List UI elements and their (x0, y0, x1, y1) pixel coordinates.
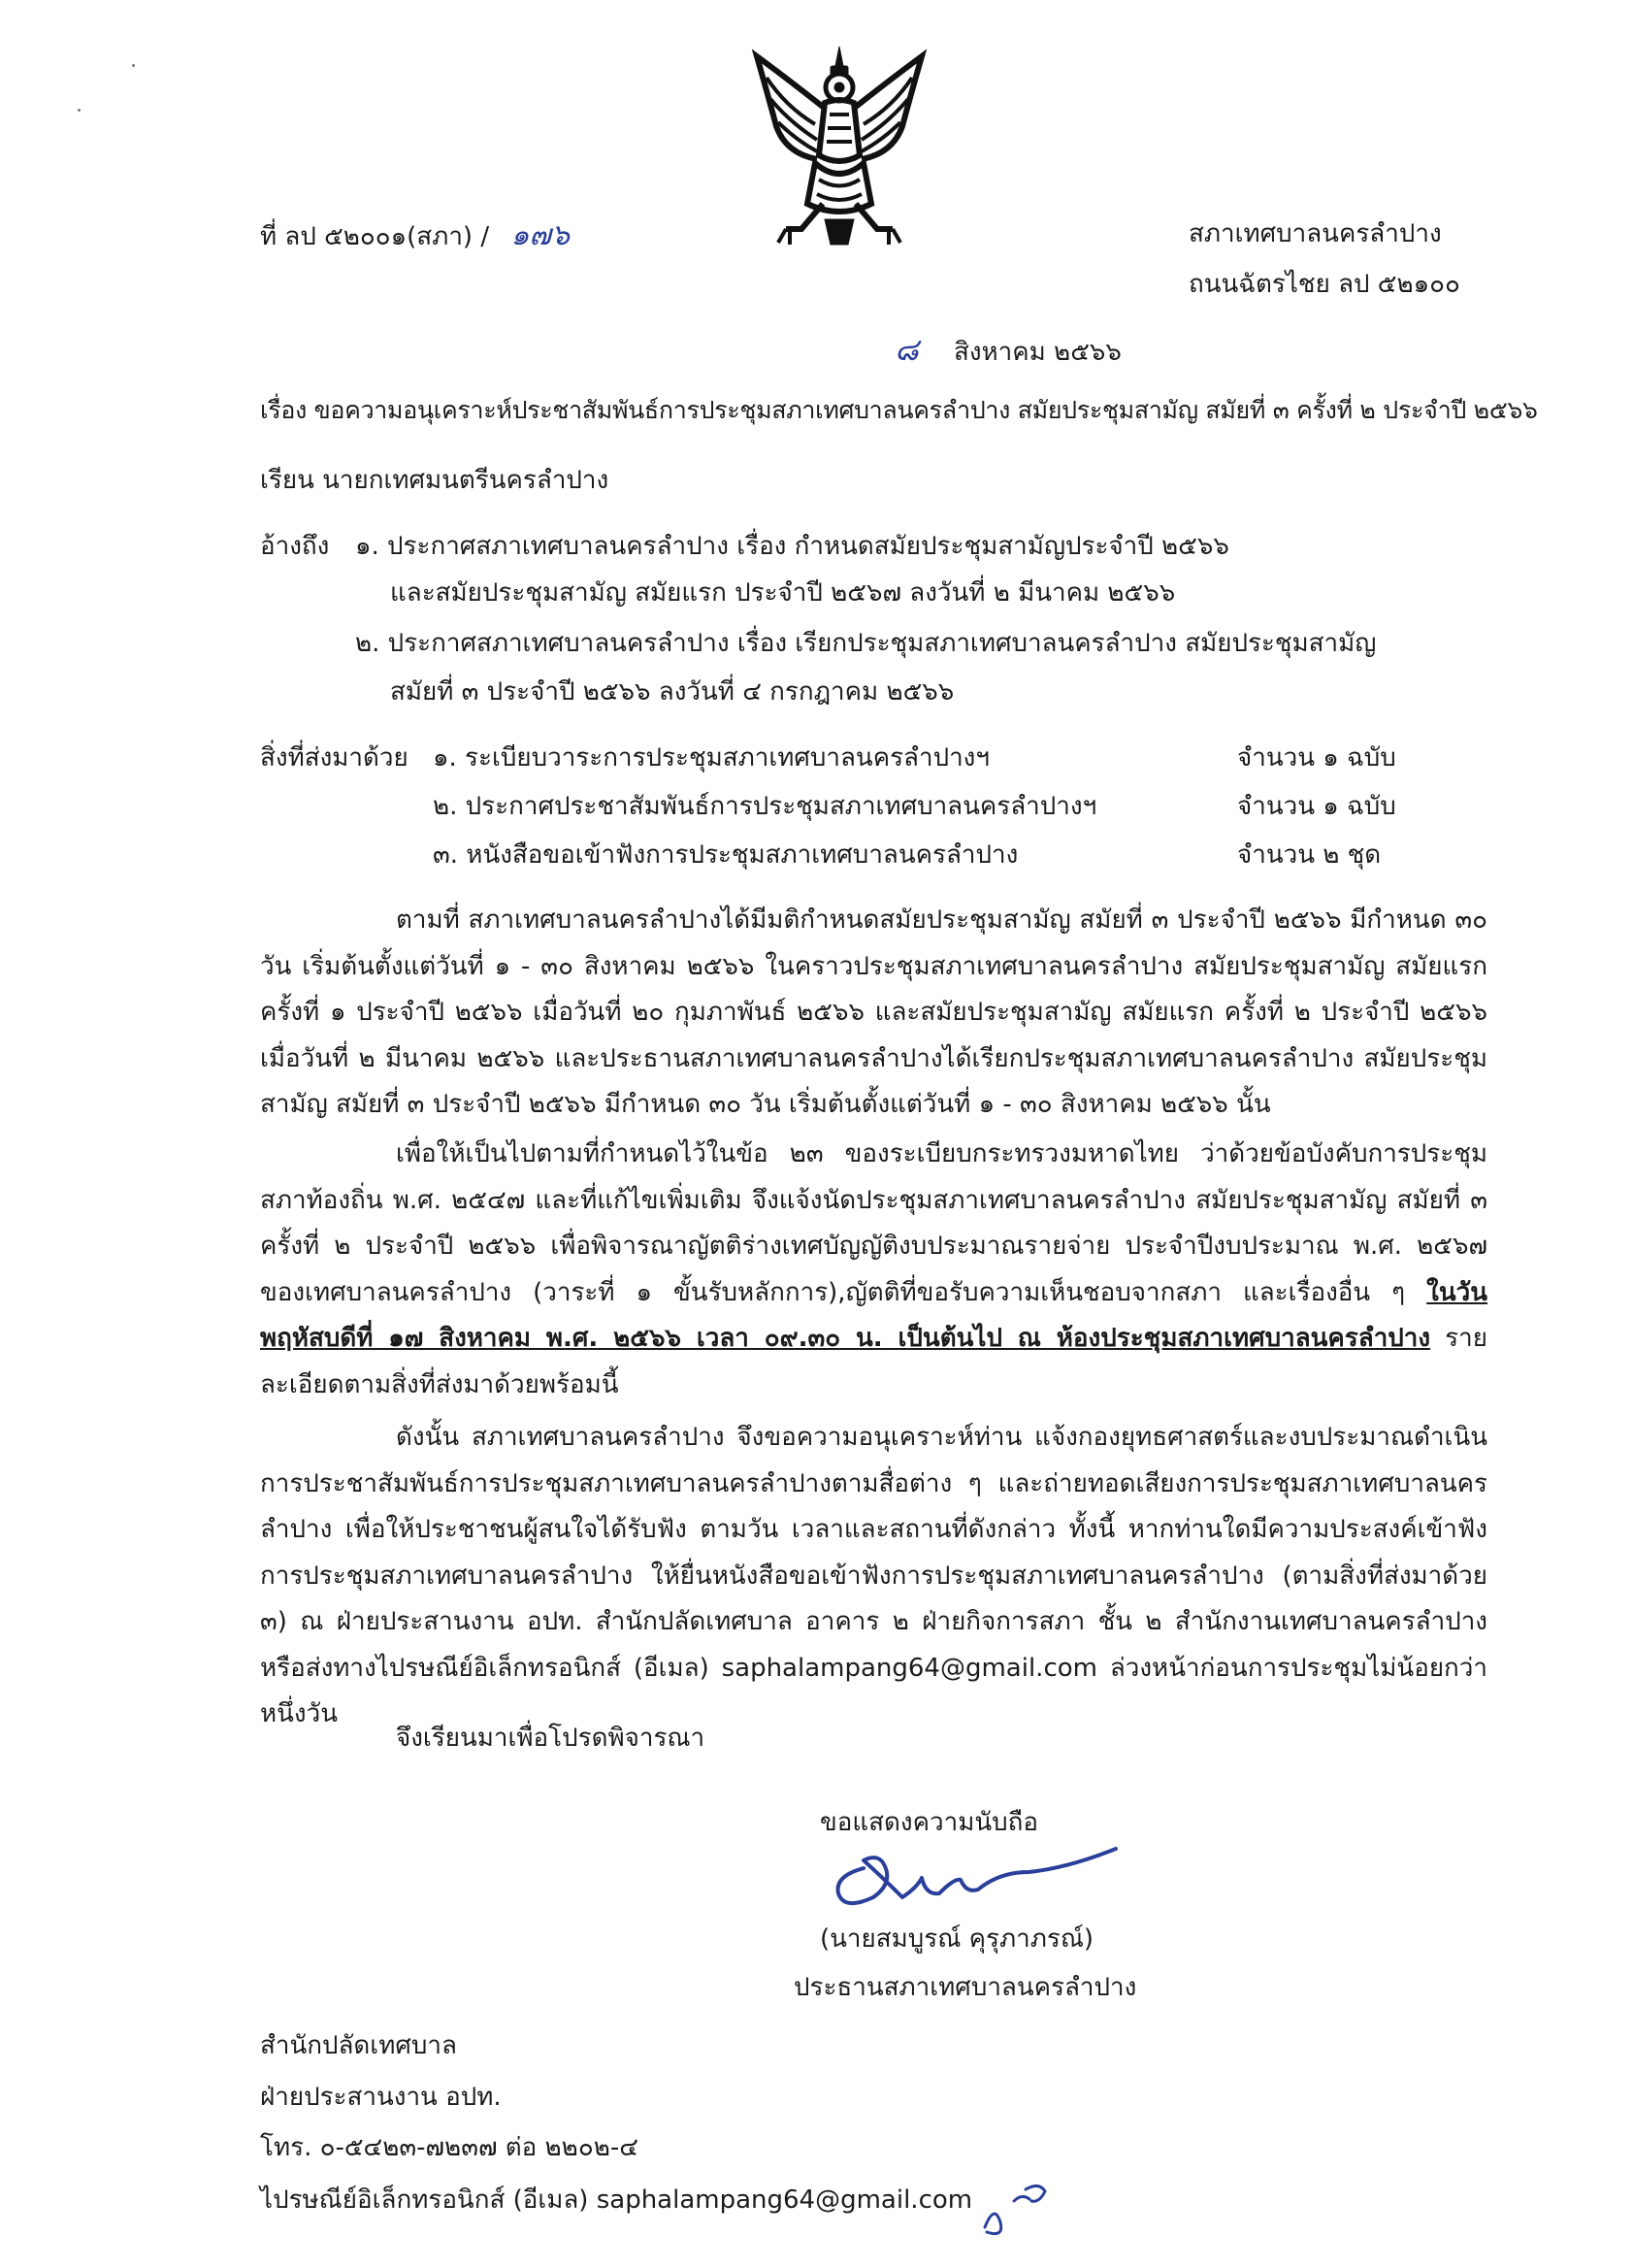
document-date (895, 331, 1122, 368)
body-paragraph-1-text: ตามที่ สภาเทศบาลนครลำปางได้มีมติกำหนดสมัยประชุมสามัญ สมัยที่ ๓ ประจำปี ๒๕๖๖ มีกำหนด ๓๐ วัน เริ่มต้นตั้งแต่วันที่ ๑ - ๓๐ สิงหาคม ๒๕๖๖ ในคราวประชุมสภาเทศบาลนครลำปาง สมัยประชุมสามัญ สมัยแรก ครั้งที่ ๑ ประจำปี ๒๕๖๖ เมื่อวันที่ ๒๐ กุมภาพันธ์ ๒๕๖๖ และสมัยประชุมสามัญ สมัยแรก ครั้งที่ ๒ ประจำปี ๒๕๖๖ เมื่อวันที่ ๒ มีนาคม ๒๕๖๖ และประธานสภาเทศบาลนครลำปางได้เรียกประชุมสภาเทศบาลนครลำปาง สมัยประชุมสามัญ สมัยที่ ๓ ประจำปี ๒๕๖๖ มีกำหนด ๓๐ วัน เริ่มต้นตั้งแต่วันที่ ๑ - ๓๐ สิงหาคม ๒๕๖๖ นั้น (260, 905, 1487, 1119)
signatory-name: (นายสมบูรณ์ คุรุภาภรณ์) (820, 1924, 1094, 1954)
enclosure-item: ๓. หนังสือขอเข้าฟังการประชุมสภาเทศบาลนครลำปาง (433, 840, 1019, 870)
enclosure-quantity: จำนวน ๑ ฉบับ (1237, 743, 1396, 772)
garuda-emblem-icon (747, 39, 931, 252)
reference-item: ๑. ประกาศสภาเทศบาลนครลำปาง เรื่อง กำหนดสมัยประชุมสามัญประจำปี ๒๕๖๖ (355, 532, 1229, 561)
footer-phone: โทร. ๐-๕๔๒๓-๗๒๓๗ ต่อ ๒๒๐๒-๔ (260, 2133, 638, 2162)
document-number-handwritten: ๑๗๖ (510, 218, 571, 252)
body-paragraph-2-text: เพื่อให้เป็นไปตามที่กำหนดไว้ในข้อ ๒๓ ของระเบียบกระทรวงมหาดไทย ว่าด้วยข้อบังคับการประชุมสภาท้องถิ่น พ.ศ. ๒๕๔๗ และที่แก้ไขเพิ่มเติม จึงแจ้งนัดประชุมสภาเทศบาลนครลำปาง สมัยประชุมสามัญ สมัยที่ ๓ ครั้งที่ ๒ ประจำปี ๒๕๖๖ เพื่อพิจารณาญัตติร่างเทศบัญญัติงบประมาณรายจ่าย ประจำปีงบประมาณ พ.ศ. ๒๕๖๗ ของเทศบาลนครลำปาง (วาระที่ ๑ ขั้นรับหลักการ),ญัตติที่ขอรับความเห็นชอบจากสภา และเรื่องอื่น ๆ (260, 1139, 1487, 1307)
signature-regards: ขอแสดงความนับถือ (820, 1808, 1038, 1837)
enclosure-item: ๑. ระเบียบวาระการประชุมสภาเทศบาลนครลำปางฯ (433, 743, 990, 772)
enclosures-label: สิ่งที่ส่งมาด้วย (260, 743, 408, 772)
scan-speck (78, 109, 81, 112)
date-month-year: สิงหาคม ๒๕๖๖ (953, 338, 1122, 367)
initials-scribble-icon (975, 2174, 1053, 2242)
document-number-label: ที่ ลป ๕๒๐๐๑(สภา) / (260, 222, 490, 251)
references-label: อ้างถึง (260, 532, 330, 561)
enclosure-quantity: จำนวน ๒ ชุด (1237, 840, 1382, 870)
body-paragraph-3-text: ดังนั้น สภาเทศบาลนครลำปาง จึงขอความอนุเคราะห์ท่าน แจ้งกองยุทธศาสตร์และงบประมาณดำเนินการประชาสัมพันธ์การประชุมสภาเทศบาลนครลำปางตามสื่อต่าง ๆ และถ่ายทอดเสียงการประชุมสภาเทศบาลนครลำปาง เพื่อให้ประชาชนผู้สนใจได้รับฟัง ตามวัน เวลาและสถานที่ดังกล่าว ทั้งนี้ หากท่านใดมีความประสงค์เข้าฟังการประชุมสภาเทศบาลนครลำปาง ให้ยื่นหนังสือขอเข้าฟังการประชุมสภาเทศบาลนครลำปาง (ตามสิ่งที่ส่งมาด้วย ๓) ณ ฝ่ายประสานงาน อปท. สำนักปลัดเทศบาล อาคาร ๒ ฝ่ายกิจการสภา ชั้น ๒ สำนักงานเทศบาลนครลำปาง หรือส่งทางไปรษณีย์อิเล็กทรอนิกส์ (อีเมล) saphalampang64@gmail.com ล่วงหน้าก่อนการประชุมไม่น้อยกว่าหนึ่งวัน (260, 1423, 1487, 1728)
sender-address: ถนนฉัตรไชย ลป ๕๒๑๐๐ (1189, 270, 1460, 299)
reference-item: ๒. ประกาศสภาเทศบาลนครลำปาง เรื่อง เรียกประชุมสภาเทศบาลนครลำปาง สมัยประชุมสามัญ (355, 629, 1377, 658)
reference-item: และสมัยประชุมสามัญ สมัยแรก ประจำปี ๒๕๖๗ ลงวันที่ ๒ มีนาคม ๒๕๖๖ (390, 578, 1176, 608)
signature-scribble-icon (825, 1839, 1145, 1922)
body-paragraph-3 (260, 1415, 1487, 1738)
closing-line: จึงเรียนมาเพื่อโปรดพิจารณา (396, 1724, 705, 1753)
date-day-handwritten: ๘ (895, 331, 919, 368)
scan-speck (132, 64, 135, 67)
reference-item: สมัยที่ ๓ ประจำปี ๒๕๖๖ ลงวันที่ ๔ กรกฎาคม ๒๕๖๖ (390, 677, 955, 707)
footer-division: ฝ่ายประสานงาน อปท. (260, 2083, 502, 2112)
signatory-position: ประธานสภาเทศบาลนครลำปาง (794, 1973, 1137, 2002)
sender-name: สภาเทศบาลนครลำปาง (1189, 219, 1442, 248)
footer-email: ไปรษณีย์อิเล็กทรอนิกส์ (อีเมล) saphalampang64@gmail.com (260, 2186, 973, 2215)
body-paragraph-1 (260, 898, 1487, 1129)
meeting-datetime-venue: ในวันพฤหัสบดีที่ ๑๗ สิงหาคม พ.ศ. ๒๕๖๖ เวลา ๐๙.๓๐ น. เป็นต้นไป ณ ห้องประชุมสภาเทศบาลนครลำปาง (260, 1277, 1487, 1353)
footer-office: สำนักปลัดเทศบาล (260, 2031, 457, 2060)
document-number (260, 218, 571, 252)
enclosure-quantity: จำนวน ๑ ฉบับ (1237, 792, 1396, 821)
body-paragraph-2-tail: รายละเอียดตามสิ่งที่ส่งมาด้วยพร้อมนี้ (260, 1324, 1487, 1399)
recipient-line: เรียน นายกเทศมนตรีนครลำปาง (260, 466, 609, 495)
subject-line: เรื่อง ขอความอนุเคราะห์ประชาสัมพันธ์การประชุมสภาเทศบาลนครลำปาง สมัยประชุมสามัญ สมัยที่ ๓ ครั้งที่ ๒ ประจำปี ๒๕๖๖ (260, 396, 1538, 424)
enclosure-item: ๒. ประกาศประชาสัมพันธ์การประชุมสภาเทศบาลนครลำปางฯ (433, 792, 1097, 821)
body-paragraph-2 (260, 1132, 1487, 1408)
